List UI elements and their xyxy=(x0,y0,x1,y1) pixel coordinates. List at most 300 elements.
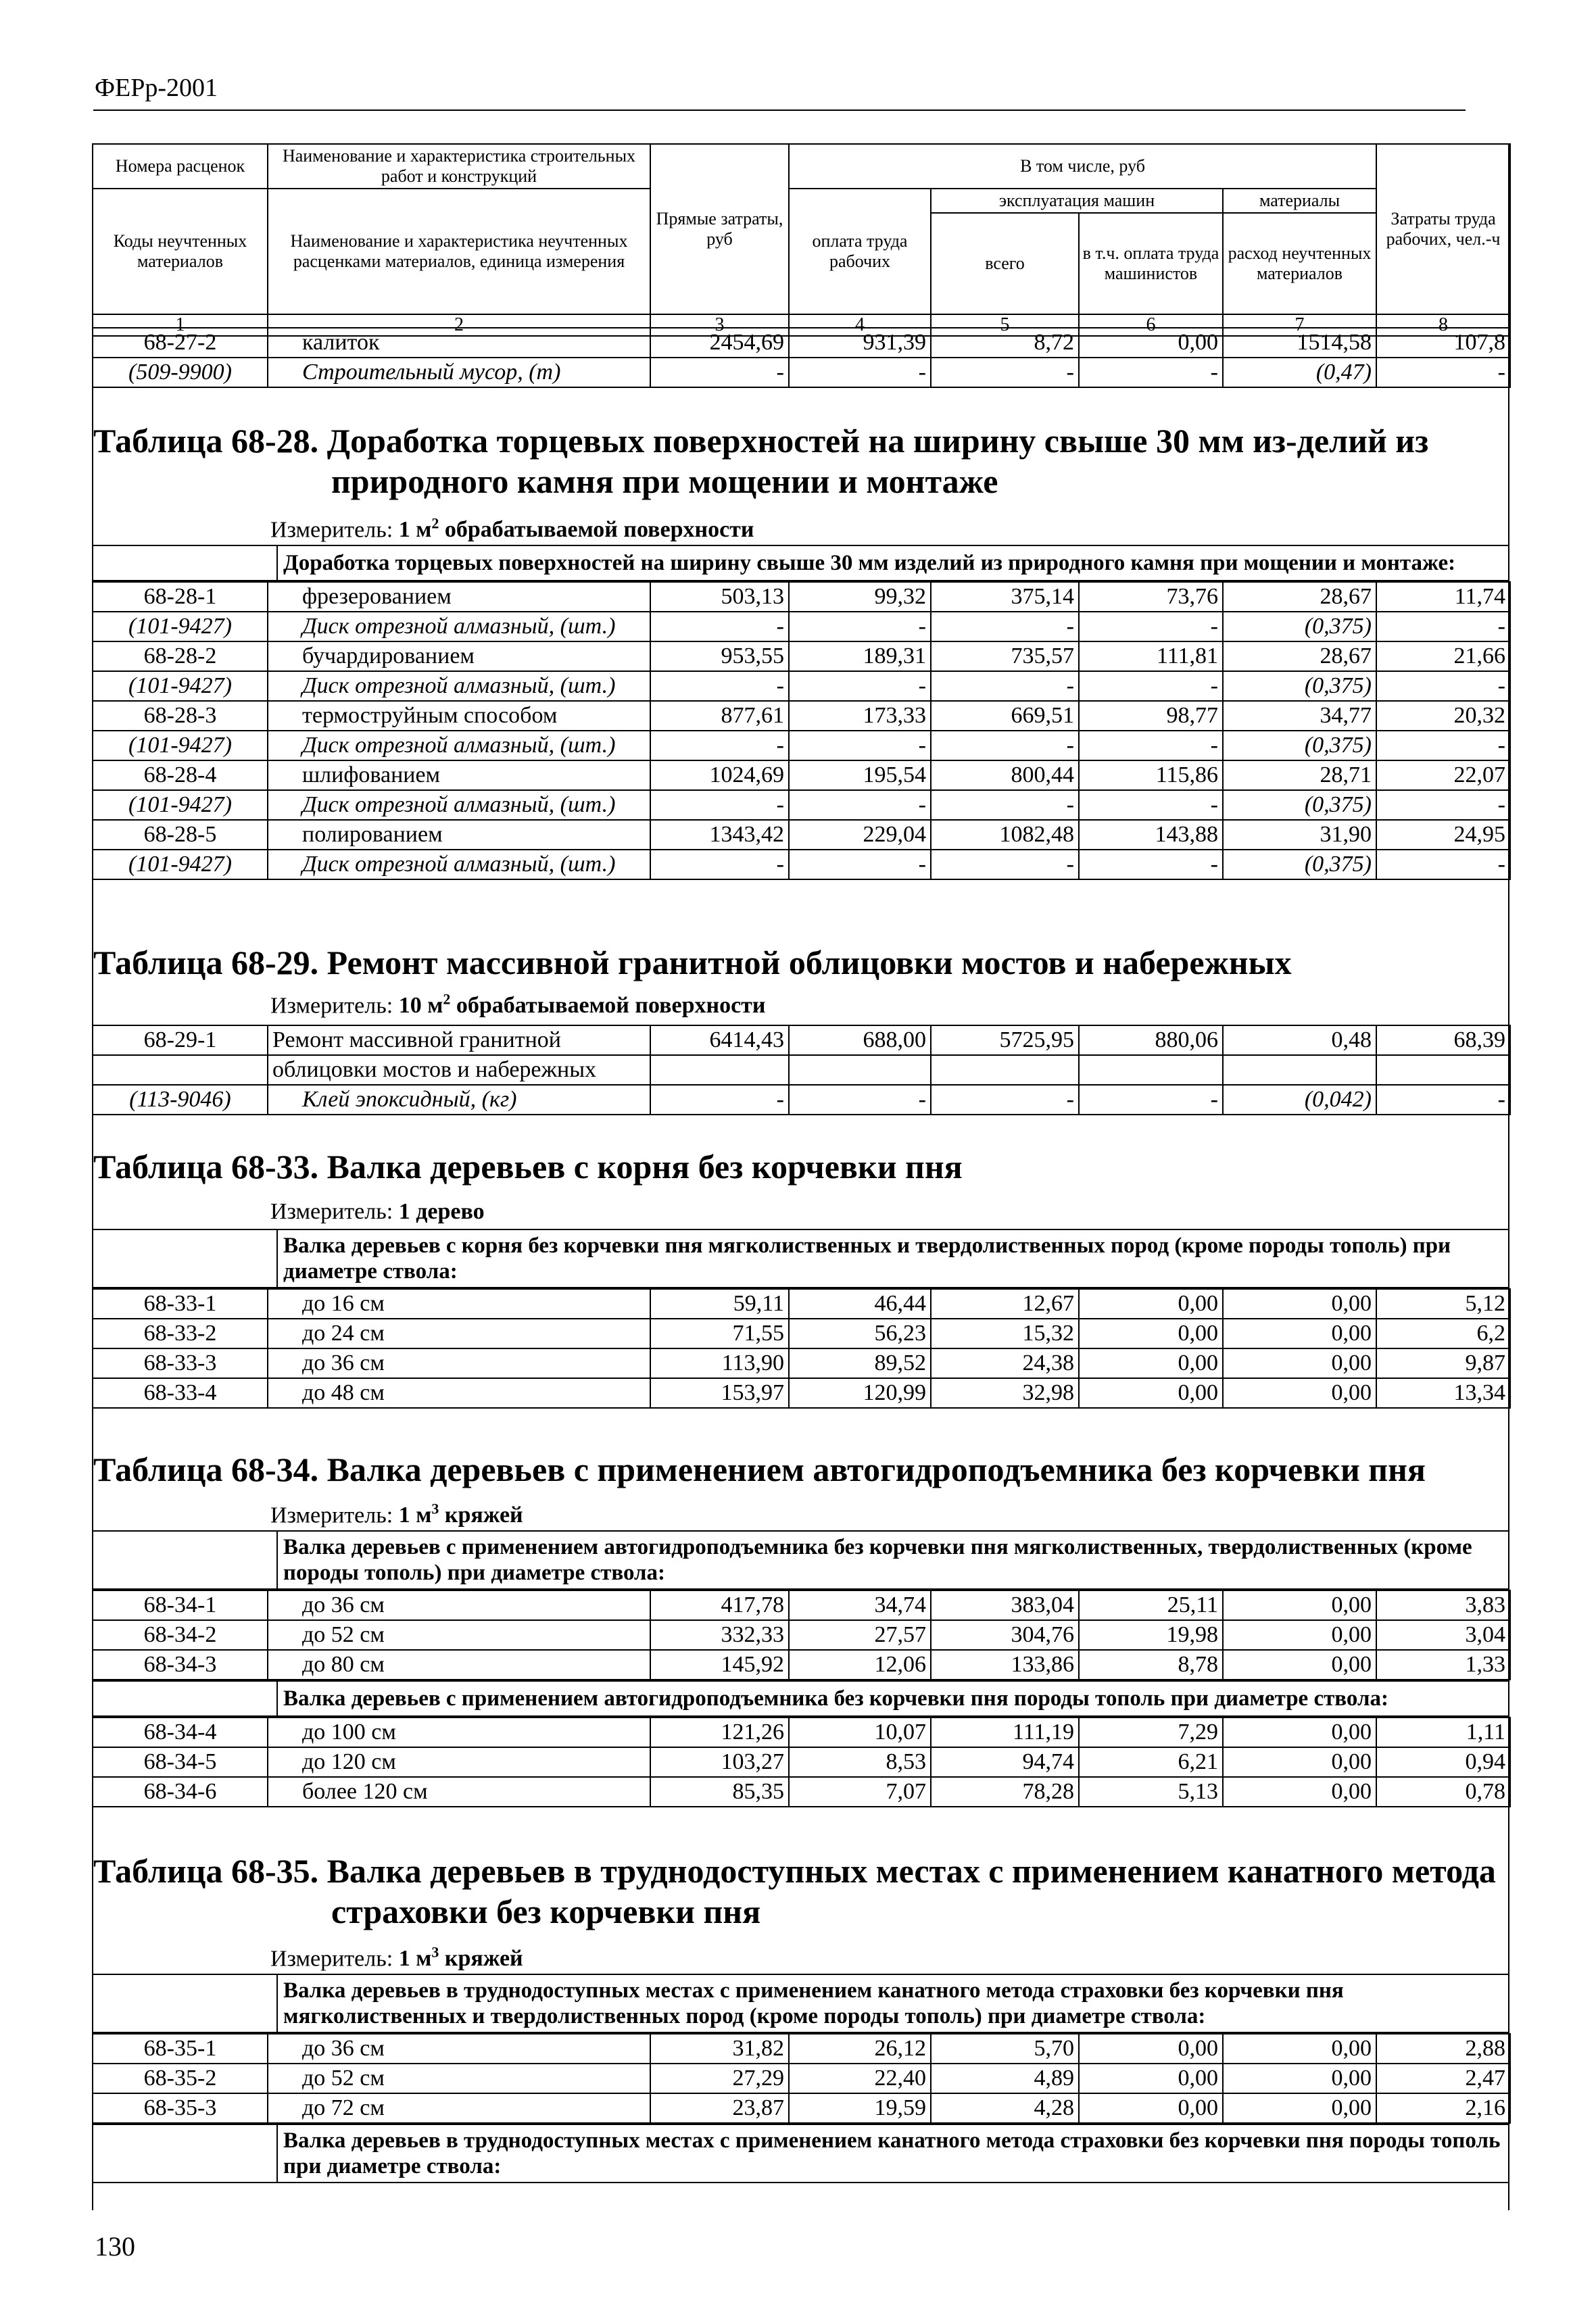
cell-value: 877,61 xyxy=(650,701,789,731)
cell-value: - xyxy=(789,731,931,760)
cell-value: 2,47 xyxy=(1376,2064,1510,2093)
cell-value: 111,81 xyxy=(1079,641,1223,671)
table-row xyxy=(93,701,1510,731)
col-number: 5 xyxy=(931,314,1079,336)
cell-value: 2,16 xyxy=(1376,2093,1510,2123)
rate-code: 68-33-2 xyxy=(93,1319,268,1348)
table-row xyxy=(93,641,1510,671)
desc-spacer xyxy=(93,2124,277,2183)
cell-value: (0,375) xyxy=(1223,790,1376,820)
cell-value: 383,04 xyxy=(931,1590,1079,1620)
cell-value: 1082,48 xyxy=(931,820,1079,850)
measure-label: Измеритель: xyxy=(270,1946,399,1972)
rates-table xyxy=(92,1025,1511,1115)
cell-value: 26,12 xyxy=(789,2034,931,2064)
measure-sup: 3 xyxy=(431,1944,439,1961)
table-row xyxy=(93,2034,1510,2064)
rate-name: до 36 см xyxy=(268,1590,650,1620)
cell-value: 153,97 xyxy=(650,1378,789,1408)
cell-value: 0,00 xyxy=(1079,2064,1223,2093)
cell-value: - xyxy=(789,612,931,641)
cell-value: 0,00 xyxy=(1223,2093,1376,2123)
table-68-33-title xyxy=(93,1146,963,1187)
col6-header: в т.ч. оплата труда машинистов xyxy=(1079,213,1223,314)
cell-value: - xyxy=(1079,850,1223,879)
cell-value: 98,77 xyxy=(1079,701,1223,731)
cell-value: 0,00 xyxy=(1223,1289,1376,1319)
cell-value: - xyxy=(650,612,789,641)
cell-value: 880,06 xyxy=(1079,1025,1223,1055)
measure-value: кряжей xyxy=(439,1946,523,1972)
cell-value: 133,86 xyxy=(931,1650,1079,1680)
cell-value: - xyxy=(1376,612,1510,641)
cell-value: 0,78 xyxy=(1376,1777,1510,1807)
cell-value: - xyxy=(1376,1085,1510,1115)
cell-value: (0,47) xyxy=(1223,358,1376,387)
cell-value: 59,11 xyxy=(650,1289,789,1319)
cell-value: 56,23 xyxy=(789,1319,931,1348)
table-68-35-block xyxy=(92,1974,1511,2183)
rate-code: 68-35-2 xyxy=(93,2064,268,2093)
rate-name: до 80 см xyxy=(268,1650,650,1680)
cell-value: 0,00 xyxy=(1079,1348,1223,1378)
title-line: Таблица 68-28. Доработка торцевых поверхностей на ширину свыше 30 мм из-делий из xyxy=(93,422,1429,460)
cell-value: 0,00 xyxy=(1223,1747,1376,1777)
cell-value: 73,76 xyxy=(1079,582,1223,612)
cell-value: 304,76 xyxy=(931,1620,1079,1650)
rate-code: 68-28-1 xyxy=(93,582,268,612)
material-code: (101-9427) xyxy=(93,790,268,820)
cell-value: 1,33 xyxy=(1376,1650,1510,1680)
cell-value: 0,00 xyxy=(1223,1319,1376,1348)
rate-name: бучардированием xyxy=(268,641,650,671)
cell-value: 0,00 xyxy=(1079,328,1223,358)
rate-code: 68-34-6 xyxy=(93,1777,268,1807)
cell-value: 195,54 xyxy=(789,760,931,790)
table-row xyxy=(93,1085,1510,1115)
cell-value: 0,00 xyxy=(1223,1717,1376,1747)
measure-value: 1 дерево xyxy=(398,1199,485,1224)
cell-value: 1,11 xyxy=(1376,1717,1510,1747)
title-line: Таблица 68-29. Ремонт массивной гранитной облицовки мостов и набережных xyxy=(93,944,1292,981)
title-line: Таблица 68-33. Валка деревьев с корня без корчевки пня xyxy=(93,1148,963,1186)
cell-value: - xyxy=(650,1085,789,1115)
col2-header-b: Наименование и характеристика неучтенных расценками материалов, единица измерения xyxy=(268,189,650,314)
cell-value: 143,88 xyxy=(1079,820,1223,850)
col-number: 8 xyxy=(1376,314,1510,336)
cell-value: (0,375) xyxy=(1223,612,1376,641)
rates-table xyxy=(92,1974,1509,2033)
table-row xyxy=(93,358,1510,387)
cell-value: - xyxy=(931,850,1079,879)
rate-name: фрезерованием xyxy=(268,582,650,612)
desc-spacer xyxy=(93,545,277,581)
cell-value: 94,74 xyxy=(931,1747,1079,1777)
table-68-29-block xyxy=(92,1025,1511,1115)
empty-cell xyxy=(650,1055,789,1085)
cell-value: 19,59 xyxy=(789,2093,931,2123)
col7-header: расход неучтенных материалов xyxy=(1223,213,1376,314)
cell-value: 78,28 xyxy=(931,1777,1079,1807)
cell-value: 8,78 xyxy=(1079,1650,1223,1680)
cell-value: 12,06 xyxy=(789,1650,931,1680)
col-number: 6 xyxy=(1079,314,1223,336)
running-header: ФЕРр-2001 xyxy=(95,74,218,102)
table-row xyxy=(93,2093,1510,2123)
col8-header: Затраты труда рабочих, чел.-ч xyxy=(1376,144,1510,314)
rate-name: калиток xyxy=(268,328,650,358)
measure-value: 1 м xyxy=(398,1946,432,1972)
measure-unit xyxy=(270,991,765,1019)
column-header-table xyxy=(92,143,1511,337)
cell-value: (0,375) xyxy=(1223,671,1376,701)
top-rows-block xyxy=(92,327,1511,388)
cell-value: 800,44 xyxy=(931,760,1079,790)
material-code: (101-9427) xyxy=(93,612,268,641)
cell-value: 931,39 xyxy=(789,328,931,358)
title-line: Таблица 68-34. Валка деревьев с применением автогидроподъемника без корчевки пня xyxy=(93,1451,1426,1488)
cell-value: 0,94 xyxy=(1376,1747,1510,1777)
table-row xyxy=(93,1055,1510,1085)
cell-value: 120,99 xyxy=(789,1378,931,1408)
material-code: (509-9900) xyxy=(93,358,268,387)
col3-header: Прямые затраты, руб xyxy=(650,144,789,314)
cell-value: 27,29 xyxy=(650,2064,789,2093)
cell-value: 3,83 xyxy=(1376,1590,1510,1620)
rate-name: до 48 см xyxy=(268,1378,650,1408)
table-68-33-block xyxy=(92,1229,1511,1409)
col4-header: оплата труда рабочих xyxy=(789,189,931,314)
col-number: 7 xyxy=(1223,314,1376,336)
table-row xyxy=(93,1289,1510,1319)
desc-spacer xyxy=(93,1974,277,2032)
rate-code: 68-34-4 xyxy=(93,1717,268,1747)
cell-value: 229,04 xyxy=(789,820,931,850)
rates-table xyxy=(92,581,1511,880)
material-name: Диск отрезной алмазный, (шт.) xyxy=(268,731,650,760)
cell-value: - xyxy=(789,850,931,879)
cell-value: 5,13 xyxy=(1079,1777,1223,1807)
materials-header: материалы xyxy=(1223,189,1376,213)
table-68-28-title xyxy=(93,420,1428,502)
table-68-34-title xyxy=(93,1449,1426,1490)
cell-value: 189,31 xyxy=(789,641,931,671)
rate-name: облицовки мостов и набережных xyxy=(268,1055,650,1085)
table-row xyxy=(93,820,1510,850)
cell-value: 1024,69 xyxy=(650,760,789,790)
rate-name: шлифованием xyxy=(268,760,650,790)
cell-value: 20,32 xyxy=(1376,701,1510,731)
cell-value: 735,57 xyxy=(931,641,1079,671)
table-68-34-block xyxy=(92,1530,1511,1807)
title-line: Таблица 68-35. Валка деревьев в труднодоступных местах с применением канатного метода xyxy=(93,1852,1496,1890)
col-number: 1 xyxy=(93,314,268,336)
rate-name: до 120 см xyxy=(268,1747,650,1777)
cell-value: 417,78 xyxy=(650,1590,789,1620)
table-row xyxy=(93,328,1510,358)
material-code: (101-9427) xyxy=(93,850,268,879)
cell-value: 0,00 xyxy=(1223,1620,1376,1650)
measure-label: Измеритель: xyxy=(270,1199,399,1224)
table-row xyxy=(93,1319,1510,1348)
table-row xyxy=(93,1777,1510,1807)
cell-value: 1343,42 xyxy=(650,820,789,850)
cell-value: 5,12 xyxy=(1376,1289,1510,1319)
rates-table xyxy=(92,2124,1509,2183)
rate-name: более 120 см xyxy=(268,1777,650,1807)
rate-name: Ремонт массивной гранитной xyxy=(268,1025,650,1055)
rate-name: до 36 см xyxy=(268,1348,650,1378)
rate-code xyxy=(93,1055,268,1085)
table-68-28-block xyxy=(92,545,1511,880)
cell-value: (0,375) xyxy=(1223,731,1376,760)
material-name: Диск отрезной алмазный, (шт.) xyxy=(268,790,650,820)
rates-table xyxy=(92,1680,1509,1717)
cell-value: - xyxy=(1376,731,1510,760)
cell-value: 0,00 xyxy=(1223,1650,1376,1680)
cell-value: - xyxy=(650,731,789,760)
cell-value: 68,39 xyxy=(1376,1025,1510,1055)
cell-value: 173,33 xyxy=(789,701,931,731)
measure-label: Измеритель: xyxy=(270,1503,399,1528)
col-number: 3 xyxy=(650,314,789,336)
rates-table xyxy=(92,2033,1511,2124)
cell-value: 23,87 xyxy=(650,2093,789,2123)
rate-code: 68-34-1 xyxy=(93,1590,268,1620)
cell-value: - xyxy=(1079,731,1223,760)
cell-value: - xyxy=(650,358,789,387)
group-description: Доработка торцевых поверхностей на ширину свыше 30 мм изделий из природного камня при мощении и монтаже: xyxy=(277,545,1509,581)
cell-value: 85,35 xyxy=(650,1777,789,1807)
cell-value: - xyxy=(931,612,1079,641)
table-row xyxy=(93,850,1510,879)
cell-value: 32,98 xyxy=(931,1378,1079,1408)
rates-table xyxy=(92,1717,1511,1807)
col1-header-a: Номера расценок xyxy=(93,144,268,189)
measure-value: обрабатываемой поверхности xyxy=(439,517,754,543)
rate-code: 68-35-1 xyxy=(93,2034,268,2064)
rate-code: 68-33-1 xyxy=(93,1289,268,1319)
rate-code: 68-27-2 xyxy=(93,328,268,358)
rate-code: 68-28-4 xyxy=(93,760,268,790)
cell-value: - xyxy=(931,1085,1079,1115)
material-code: (101-9427) xyxy=(93,731,268,760)
cell-value: 12,67 xyxy=(931,1289,1079,1319)
desc-spacer xyxy=(93,1229,277,1288)
measure-value: 10 м xyxy=(398,993,443,1019)
rate-name: до 24 см xyxy=(268,1319,650,1348)
measure-sup: 2 xyxy=(431,515,439,532)
cell-value: 71,55 xyxy=(650,1319,789,1348)
group-description: Валка деревьев с применением автогидроподъемника без корчевки пня породы тополь при диаметре ствола: xyxy=(277,1681,1509,1716)
cell-value: 5725,95 xyxy=(931,1025,1079,1055)
material-code: (101-9427) xyxy=(93,671,268,701)
cell-value: - xyxy=(1079,612,1223,641)
table-row xyxy=(93,2064,1510,2093)
cell-value: 3,04 xyxy=(1376,1620,1510,1650)
desc-spacer xyxy=(93,1681,277,1716)
cell-value: - xyxy=(1079,1085,1223,1115)
table-68-29-title xyxy=(93,942,1292,983)
cell-value: 503,13 xyxy=(650,582,789,612)
cell-value: 0,00 xyxy=(1079,2093,1223,2123)
cell-value: (0,042) xyxy=(1223,1085,1376,1115)
cell-value: 0,00 xyxy=(1223,1590,1376,1620)
empty-cell xyxy=(789,1055,931,1085)
rates-table xyxy=(92,1288,1511,1409)
rate-code: 68-28-3 xyxy=(93,701,268,731)
cell-value: - xyxy=(1376,358,1510,387)
material-name: Клей эпоксидный, (кг) xyxy=(268,1085,650,1115)
cell-value: - xyxy=(1376,671,1510,701)
table-68-35-title xyxy=(93,1851,1496,1932)
measure-label: Измеритель: xyxy=(270,993,399,1019)
cell-value: - xyxy=(650,850,789,879)
group-description: Валка деревьев с корня без корчевки пня мягколиственных и твердолиственных пород (кроме породы тополь) при диаметре ствола: xyxy=(277,1229,1509,1288)
table-row xyxy=(93,731,1510,760)
cell-value: - xyxy=(789,671,931,701)
cell-value: 99,32 xyxy=(789,582,931,612)
cell-value: 2,88 xyxy=(1376,2034,1510,2064)
measure-sup: 2 xyxy=(443,991,451,1008)
cell-value: 0,00 xyxy=(1223,1378,1376,1408)
title-line: страховки без корчевки пня xyxy=(331,1893,761,1930)
cell-value: 28,67 xyxy=(1223,582,1376,612)
rate-name: до 36 см xyxy=(268,2034,650,2064)
cell-value: - xyxy=(789,1085,931,1115)
cell-value: 111,19 xyxy=(931,1717,1079,1747)
measure-value: обрабатываемой поверхности xyxy=(450,993,766,1019)
material-name: Диск отрезной алмазный, (шт.) xyxy=(268,612,650,641)
material-code: (113-9046) xyxy=(93,1085,268,1115)
rate-code: 68-29-1 xyxy=(93,1025,268,1055)
rate-code: 68-28-5 xyxy=(93,820,268,850)
rates-table xyxy=(92,1229,1509,1288)
cell-value: 28,67 xyxy=(1223,641,1376,671)
rate-code: 68-28-2 xyxy=(93,641,268,671)
cell-value: 0,00 xyxy=(1079,1289,1223,1319)
cell-value: 9,87 xyxy=(1376,1348,1510,1378)
table-row xyxy=(93,582,1510,612)
table-row xyxy=(93,1650,1510,1680)
cell-value: 669,51 xyxy=(931,701,1079,731)
rate-name: до 52 см xyxy=(268,2064,650,2093)
cell-value: 145,92 xyxy=(650,1650,789,1680)
cell-value: 115,86 xyxy=(1079,760,1223,790)
cell-value: 8,72 xyxy=(931,328,1079,358)
cell-value: - xyxy=(931,358,1079,387)
cell-value: 1514,58 xyxy=(1223,328,1376,358)
cell-value: 34,77 xyxy=(1223,701,1376,731)
material-name: Диск отрезной алмазный, (шт.) xyxy=(268,671,650,701)
desc-spacer xyxy=(93,1531,277,1589)
empty-cell xyxy=(1079,1055,1223,1085)
rates-table xyxy=(92,545,1509,581)
measure-value: кряжей xyxy=(439,1503,523,1528)
cell-value: 103,27 xyxy=(650,1747,789,1777)
rate-name: термоструйным способом xyxy=(268,701,650,731)
cell-value: 121,26 xyxy=(650,1717,789,1747)
material-name: Диск отрезной алмазный, (шт.) xyxy=(268,850,650,879)
cell-value: 0,00 xyxy=(1079,1319,1223,1348)
cell-value: 113,90 xyxy=(650,1348,789,1378)
machines-header: эксплуатация машин xyxy=(931,189,1223,213)
cell-value: 24,38 xyxy=(931,1348,1079,1378)
cell-value: - xyxy=(1376,790,1510,820)
cell-value: 0,00 xyxy=(1079,2034,1223,2064)
cell-value: 0,00 xyxy=(1223,2064,1376,2093)
empty-cell xyxy=(931,1055,1079,1085)
col5-header: всего xyxy=(931,213,1079,314)
title-line: природного камня при мощении и монтаже xyxy=(331,462,998,500)
cell-value: - xyxy=(789,790,931,820)
measure-label: Измеритель: xyxy=(270,517,399,543)
table-row xyxy=(93,1747,1510,1777)
rate-code: 68-34-5 xyxy=(93,1747,268,1777)
rates-table xyxy=(92,1530,1509,1590)
cell-value: 375,14 xyxy=(931,582,1079,612)
cell-value: (0,375) xyxy=(1223,850,1376,879)
group-description: Валка деревьев в труднодоступных местах с применением канатного метода страховки без корчевки пня породы тополь при диаметре ствола: xyxy=(277,2124,1509,2183)
cell-value: - xyxy=(1376,850,1510,879)
cell-value: 89,52 xyxy=(789,1348,931,1378)
cell-value: - xyxy=(789,358,931,387)
cell-value: 21,66 xyxy=(1376,641,1510,671)
cell-value: 0,00 xyxy=(1223,1777,1376,1807)
cell-value: 4,89 xyxy=(931,2064,1079,2093)
cell-value: - xyxy=(931,731,1079,760)
col-number: 2 xyxy=(268,314,650,336)
cell-value: 6,21 xyxy=(1079,1747,1223,1777)
rate-code: 68-33-3 xyxy=(93,1348,268,1378)
rate-name: до 100 см xyxy=(268,1717,650,1747)
rate-code: 68-34-2 xyxy=(93,1620,268,1650)
cell-value: 107,8 xyxy=(1376,328,1510,358)
table-row xyxy=(93,1025,1510,1055)
cell-value: 2454,69 xyxy=(650,328,789,358)
rates-table xyxy=(92,327,1511,388)
measure-unit xyxy=(270,515,754,543)
cell-value: 27,57 xyxy=(789,1620,931,1650)
measure-unit xyxy=(270,1199,485,1225)
cell-value: 24,95 xyxy=(1376,820,1510,850)
cell-value: 10,07 xyxy=(789,1717,931,1747)
empty-cell xyxy=(1223,1055,1376,1085)
cell-value: 7,07 xyxy=(789,1777,931,1807)
cell-value: 22,07 xyxy=(1376,760,1510,790)
measure-value: 1 м xyxy=(398,517,432,543)
cell-value: 332,33 xyxy=(650,1620,789,1650)
cell-value: 688,00 xyxy=(789,1025,931,1055)
cell-value: 22,40 xyxy=(789,2064,931,2093)
cell-value: 7,29 xyxy=(1079,1717,1223,1747)
cell-value: - xyxy=(650,671,789,701)
cell-value: - xyxy=(650,790,789,820)
rate-code: 68-35-3 xyxy=(93,2093,268,2123)
table-row xyxy=(93,1378,1510,1408)
rate-name: до 72 см xyxy=(268,2093,650,2123)
col1-header-b: Коды неучтенных материалов xyxy=(93,189,268,314)
cell-value: - xyxy=(931,671,1079,701)
rates-table xyxy=(92,1590,1511,1680)
measure-sup: 3 xyxy=(431,1501,439,1517)
col2-header-a: Наименование и характеристика строительных работ и конструкций xyxy=(268,144,650,189)
cell-value: 0,00 xyxy=(1079,1378,1223,1408)
rate-code: 68-33-4 xyxy=(93,1378,268,1408)
cell-value: 31,82 xyxy=(650,2034,789,2064)
cell-value: - xyxy=(1079,358,1223,387)
measure-unit xyxy=(270,1944,523,1972)
